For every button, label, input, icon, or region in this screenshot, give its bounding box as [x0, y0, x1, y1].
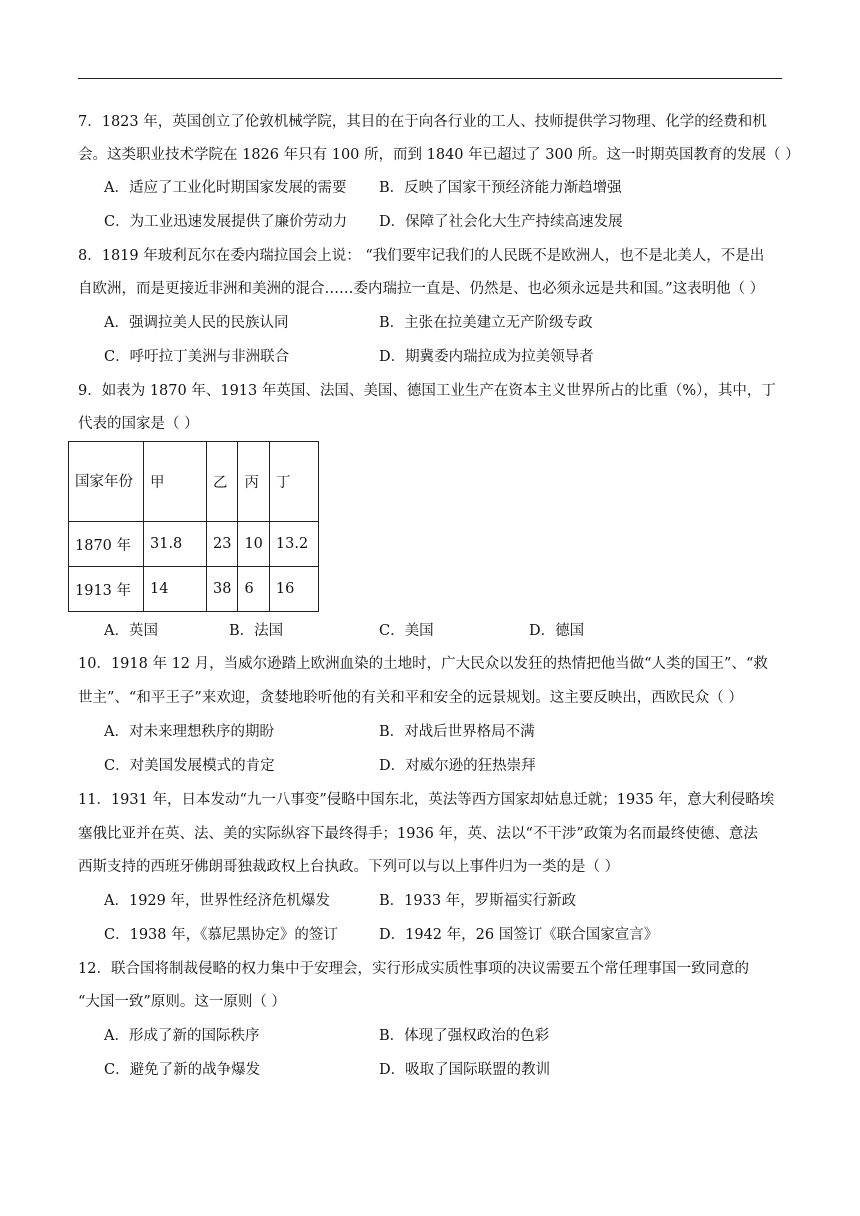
- q11-option-d[interactable]: D．1942 年，26 国签订《联合国家宣言》: [379, 927, 659, 943]
- q9-stem-line2: 代表的国家是（ ）: [78, 416, 199, 432]
- table-cell: 16: [269, 567, 318, 612]
- table-cell: 31.8: [144, 522, 207, 567]
- table-header-row: [69, 442, 319, 522]
- header-cell-bing: 丙: [238, 442, 269, 522]
- header-cell-jia: 甲: [144, 442, 207, 522]
- q10-stem-line1: 10．1918 年 12 月，当威尔逊踏上欧洲血染的土地时，广大民众以发狂的热情把他当做“人类的国王”、“救: [78, 656, 768, 672]
- q7-option-c[interactable]: C．为工业迅速发展提供了廉价劳动力: [104, 214, 348, 230]
- table-cell: 10: [238, 522, 269, 567]
- header-cell-ding: 丁: [269, 442, 318, 522]
- table-cell: 13.2: [269, 522, 318, 567]
- q10-stem-line2: 世主”、“和平王子”来欢迎，贪婪地聆听他的有关和平和安全的远景规划。这主要反映出，西欧民众（ ）: [78, 690, 743, 706]
- q12-option-c[interactable]: C．避免了新的战争爆发: [104, 1062, 261, 1078]
- q10-option-c[interactable]: C．对美国发展模式的肯定: [104, 758, 275, 774]
- q10-option-d[interactable]: D．对威尔逊的狂热崇拜: [379, 758, 536, 774]
- q10-option-a[interactable]: A．对未来理想秩序的期盼: [104, 724, 274, 740]
- q8-option-b[interactable]: B．主张在拉美建立无产阶级专政: [379, 315, 593, 331]
- q9-stem-line1: 9．如表为 1870 年、1913 年英国、法国、美国、德国工业生产在资本主义世界所占的比重（%），其中，丁: [78, 383, 776, 399]
- header-cell-country-year: 国家年份: [69, 442, 144, 522]
- q9-option-a[interactable]: A．英国: [104, 623, 158, 639]
- q8-option-a[interactable]: A．强调拉美人民的民族认同: [104, 315, 289, 331]
- q10-option-b[interactable]: B．对战后世界格局不满: [379, 724, 535, 740]
- q7-stem-line2: 会。这类职业技术学院在 1826 年只有 100 所，而到 1840 年已超过了 300 所。这一时期英国教育的发展（ ）: [78, 147, 800, 163]
- header-rule: [78, 78, 782, 79]
- header-cell-yi: 乙: [207, 442, 238, 522]
- q11-stem-line3: 西斯支持的西班牙佛朗哥独裁政权上台执政。下列可以与以上事件归为一类的是（ ）: [78, 859, 620, 875]
- q7-stem-line1: 7．1823 年，英国创立了伦敦机械学院，其目的在于向各行业的工人、技师提供学习物理、化学的经费和机: [78, 114, 767, 130]
- table-cell: 38: [207, 567, 238, 612]
- table-cell: 23: [207, 522, 238, 567]
- table-cell: 14: [144, 567, 207, 612]
- q12-option-b[interactable]: B．体现了强权政治的色彩: [379, 1028, 550, 1044]
- table-row: [69, 567, 319, 612]
- q12-option-a[interactable]: A．形成了新的国际秩序: [104, 1028, 260, 1044]
- industrial-share-table: [68, 441, 319, 612]
- q8-stem-line2: 自欧洲，而是更接近非洲和美洲的混合……委内瑞拉一直是、仍然是、也必须永远是共和国。”这表明他（ ）: [78, 281, 765, 297]
- q8-option-d[interactable]: D．期冀委内瑞拉成为拉美领导者: [379, 349, 594, 365]
- q12-stem-line1: 12．联合国将制裁侵略的权力集中于安理会，实行形成实质性事项的决议需要五个常任理事国一致同意的: [78, 961, 749, 977]
- q9-option-d[interactable]: D．德国: [529, 623, 585, 639]
- table-cell-year: 1870 年: [69, 522, 144, 567]
- q8-stem-line1: 8．1819 年玻利瓦尔在委内瑞拉国会上说： “我们要牢记我们的人民既不是欧洲人，也不是北美人，不是出: [78, 248, 765, 264]
- q7-option-d[interactable]: D．保障了社会化大生产持续高速发展: [379, 214, 623, 230]
- q12-option-d[interactable]: D．吸取了国际联盟的教训: [379, 1062, 551, 1078]
- q12-stem-line2: “大国一致”原则。这一原则（ ）: [78, 994, 286, 1010]
- q11-stem-line2: 塞俄比亚并在英、法、美的实际纵容下最终得手；1936 年，英、法以“不干涉”政策为名而最终使德、意法: [78, 826, 758, 842]
- q8-option-c[interactable]: C．呼吁拉丁美洲与非洲联合: [104, 349, 290, 365]
- q7-option-a[interactable]: A．适应了工业化时期国家发展的需要: [104, 180, 347, 196]
- table-cell-year: 1913 年: [69, 567, 144, 612]
- q9-option-b[interactable]: B．法国: [229, 623, 284, 639]
- table-cell: 6: [238, 567, 269, 612]
- q7-option-b[interactable]: B．反映了国家干预经济能力渐趋增强: [379, 180, 622, 196]
- q11-option-a[interactable]: A．1929 年，世界性经济危机爆发: [104, 893, 330, 909]
- q11-option-b[interactable]: B．1933 年，罗斯福实行新政: [379, 893, 577, 909]
- q9-option-c[interactable]: C．美国: [379, 623, 434, 639]
- table-row: [69, 522, 319, 567]
- q11-stem-line1: 11．1931 年，日本发动“九一八事变”侵略中国东北，英法等西方国家却姑息迁就；1935 年，意大利侵略埃: [78, 792, 775, 808]
- q11-option-c[interactable]: C．1938 年，《慕尼黑协定》的签订: [104, 927, 338, 943]
